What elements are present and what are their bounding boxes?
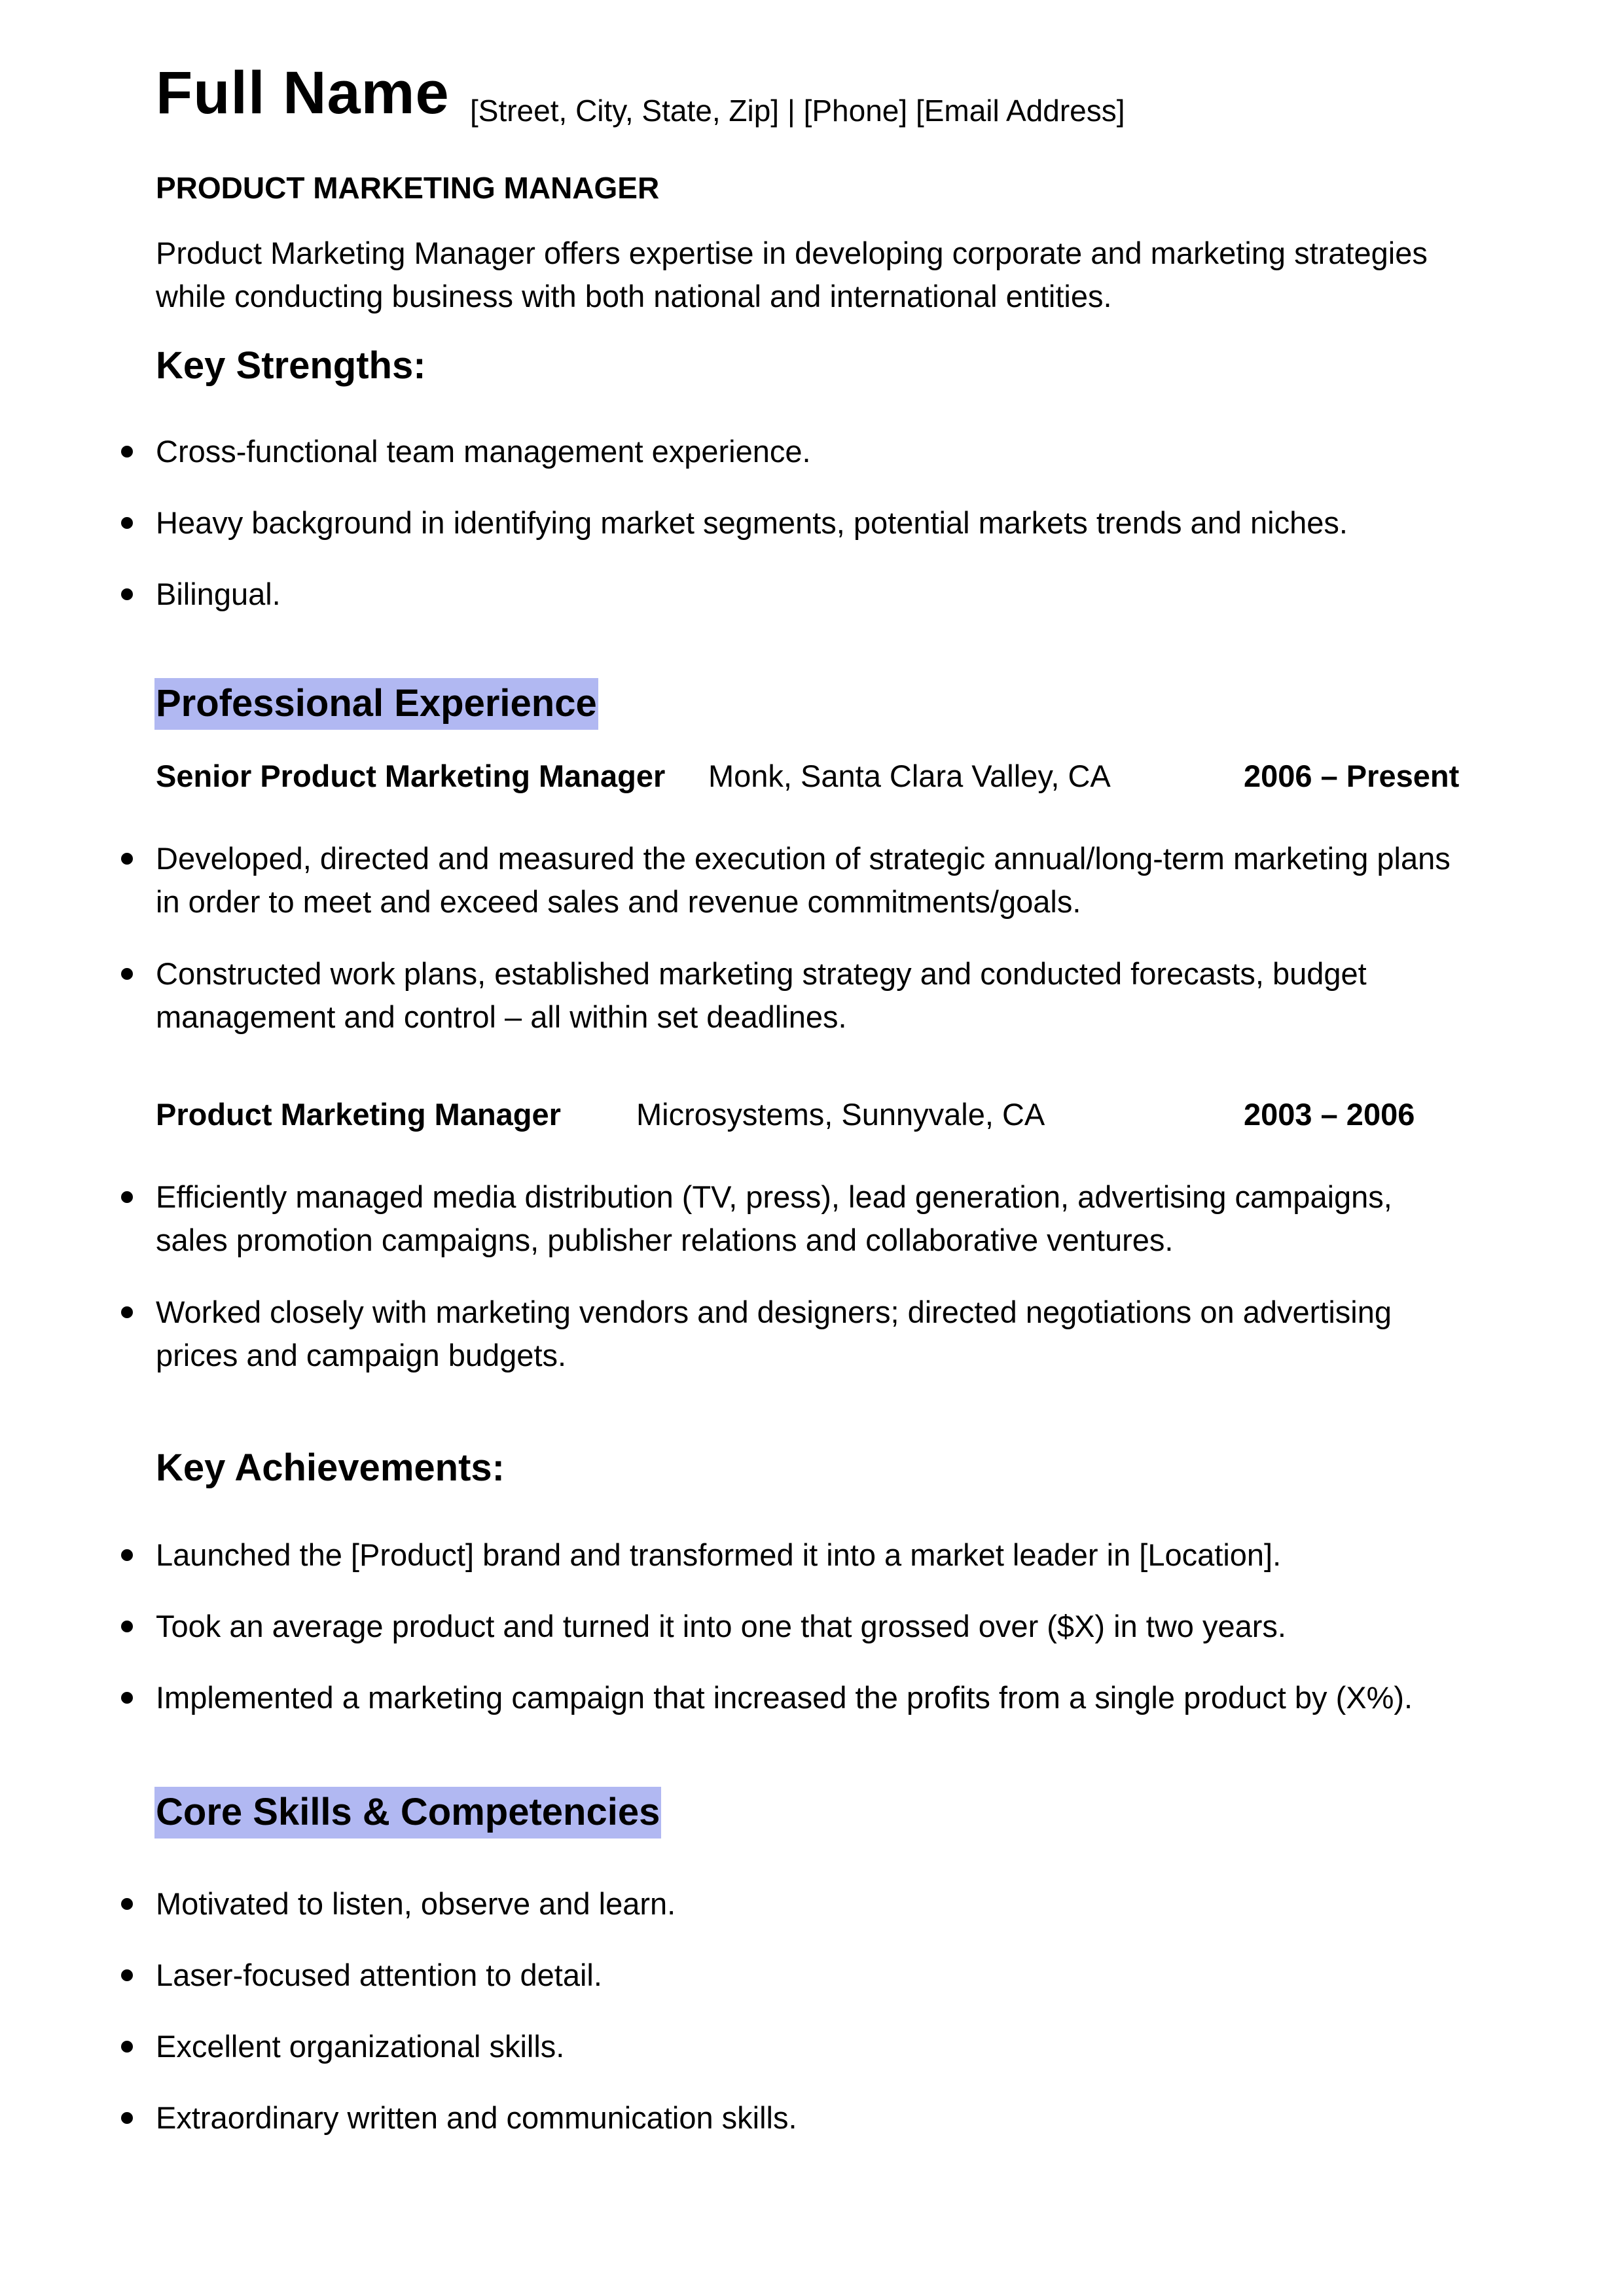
bullet-icon	[121, 1621, 133, 1632]
list-item-text: Efficiently managed media distribution (TV, press), lead generation, advertising campaigns, sales promotion campaigns, publisher relations and collaborative ventures.	[156, 1179, 1392, 1257]
list-item-text: Took an average product and turned it into one that grossed over ($X) in two years.	[156, 1609, 1286, 1643]
bullet-icon	[121, 1969, 133, 1981]
list-item-text: Extraordinary written and communication skills.	[156, 2100, 797, 2135]
bullet-icon	[121, 1549, 133, 1561]
list-item-text: Laser-focused attention to detail.	[156, 1958, 602, 1992]
full-name: Full Name	[156, 60, 450, 126]
bullet-icon	[121, 588, 133, 600]
job-company: Monk, Santa Clara Valley, CA	[708, 759, 1111, 793]
bullet-icon	[121, 1692, 133, 1704]
job-title: Senior Product Marketing Manager	[156, 759, 666, 793]
list-item-text: Cross-functional team management experience.	[156, 434, 811, 469]
list-item-text: Constructed work plans, established marketing strategy and conducted forecasts, budget management and control – all within set deadlines.	[156, 956, 1367, 1034]
list-item-text: Heavy background in identifying market segments, potential markets trends and niches.	[156, 505, 1348, 540]
list-item-text: Motivated to listen, observe and learn.	[156, 1886, 676, 1921]
job-company: Microsystems, Sunnyvale, CA	[636, 1097, 1045, 1132]
role-title: PRODUCT MARKETING MANAGER	[156, 171, 660, 205]
bullet-icon	[121, 1898, 133, 1910]
bullet-icon	[121, 2112, 133, 2124]
key-strengths-heading: Key Strengths:	[156, 344, 426, 387]
bullet-icon	[121, 446, 133, 457]
bullet-icon	[121, 517, 133, 529]
list-item-text: Bilingual.	[156, 577, 281, 611]
job-title: Product Marketing Manager	[156, 1097, 561, 1132]
list-item-text: Developed, directed and measured the execution of strategic annual/long-term marketing plans in order to meet and exceed sales and revenue commitments/goals.	[156, 841, 1451, 919]
bullet-icon	[121, 853, 133, 865]
job-dates: 2003 – 2006	[1244, 1097, 1415, 1132]
job-dates: 2006 – Present	[1244, 759, 1460, 793]
list-item-text: Implemented a marketing campaign that increased the profits from a single product by (X%).	[156, 1680, 1413, 1715]
list-item-text: Worked closely with marketing vendors and designers; directed negotiations on advertising prices and campaign budgets.	[156, 1295, 1392, 1372]
key-achievements-heading: Key Achievements:	[156, 1446, 505, 1489]
bullet-icon	[121, 968, 133, 980]
bullet-icon	[121, 1306, 133, 1318]
bullet-icon	[121, 2041, 133, 2053]
contact-info: [Street, City, State, Zip] | [Phone] [Email Address]	[470, 94, 1125, 128]
professional-summary: Product Marketing Manager offers expertise in developing corporate and marketing strategies while conducting business with both national and international entities.	[156, 236, 1428, 314]
bullet-icon	[121, 1191, 133, 1203]
list-item-text: Launched the [Product] brand and transformed it into a market leader in [Location].	[156, 1537, 1282, 1572]
skills-heading-wrap	[156, 1793, 661, 1831]
experience-heading: Professional Experience	[154, 678, 598, 730]
experience-heading-wrap	[156, 682, 598, 725]
list-item-text: Excellent organizational skills.	[156, 2029, 565, 2064]
core-skills-heading: Core Skills & Competencies	[154, 1787, 661, 1839]
